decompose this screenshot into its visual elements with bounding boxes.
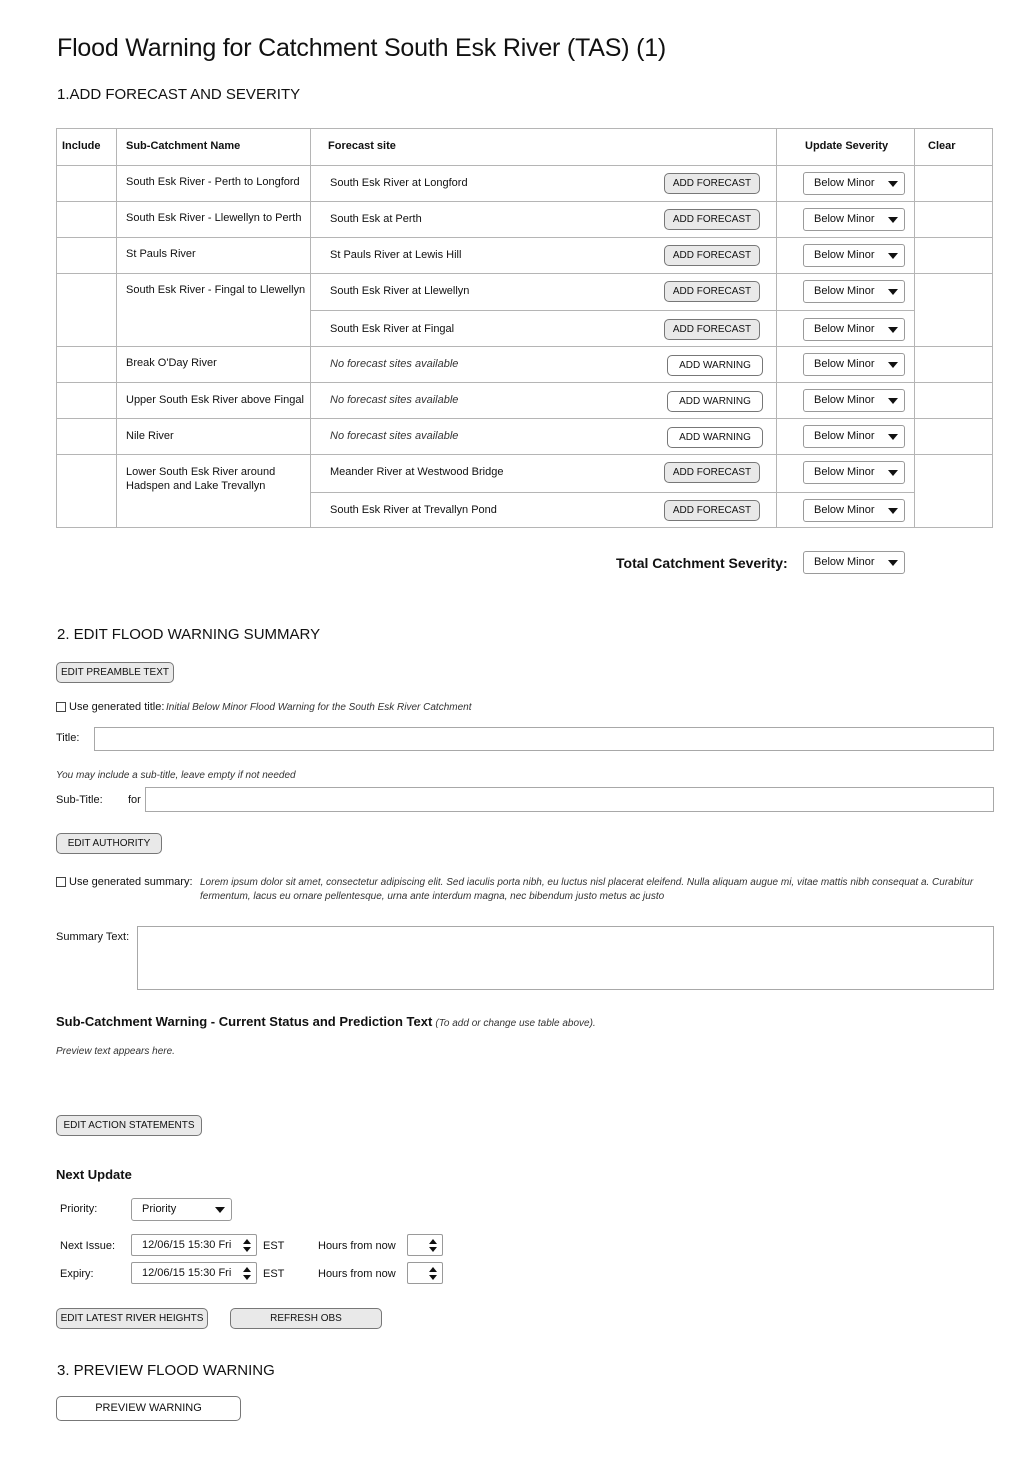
add-warning-button[interactable]: ADD WARNING xyxy=(667,391,763,412)
chevron-down-icon xyxy=(888,362,898,368)
chevron-down-icon xyxy=(888,327,898,333)
sub-catchment-name: Nile River xyxy=(126,430,174,442)
subtitle-hint: You may include a sub-title, leave empty if not needed xyxy=(56,770,296,781)
edit-latest-river-heights-button[interactable]: EDIT LATEST RIVER HEIGHTS xyxy=(56,1308,208,1329)
severity-value: Below Minor xyxy=(814,177,875,189)
spinner-arrows-icon[interactable] xyxy=(429,1239,437,1252)
forecast-severity-table xyxy=(56,128,993,528)
severity-select[interactable] xyxy=(803,425,905,448)
preview-warning-button[interactable]: PREVIEW WARNING xyxy=(56,1396,241,1421)
section-3-heading: 3. PREVIEW FLOOD WARNING xyxy=(57,1362,275,1379)
add-forecast-button[interactable]: ADD FORECAST xyxy=(664,500,760,521)
chevron-down-icon xyxy=(888,181,898,187)
use-generated-title-label: Use generated title: xyxy=(69,701,165,713)
expiry-hours-label: Hours from now xyxy=(318,1268,396,1280)
severity-value: Below Minor xyxy=(814,285,875,297)
severity-value: Below Minor xyxy=(814,249,875,261)
forecast-site-name: South Esk at Perth xyxy=(330,213,422,225)
subcatchment-warning-heading-row xyxy=(56,1014,596,1029)
expiry-hours-spinner[interactable] xyxy=(407,1262,443,1284)
generated-summary-text: Lorem ipsum dolor sit amet, consectetur adipiscing elit. Sed iaculis porta nibh, eu luctus nisl placerat eleifend. Nulla aliquam augue mi, vitae mattis nibh consequat a. Curabitur fermentum, lacus eu ornare pellentesque, urna ante interdum magna, nec bibendum justo metus ac justo xyxy=(200,877,974,902)
chevron-down-icon xyxy=(888,289,898,295)
header-update-severity: Update Severity xyxy=(805,140,889,152)
summary-text-input[interactable] xyxy=(137,926,994,990)
forecast-site-name: Meander River at Westwood Bridge xyxy=(330,466,504,478)
add-warning-button[interactable]: ADD WARNING xyxy=(667,355,763,376)
section-2-heading: 2. EDIT FLOOD WARNING SUMMARY xyxy=(57,626,321,643)
severity-value: Below Minor xyxy=(814,504,875,516)
chevron-down-icon xyxy=(888,470,898,476)
next-issue-timezone: EST xyxy=(263,1240,285,1252)
summary-text-label: Summary Text: xyxy=(56,931,130,943)
forecast-site-name: South Esk River at Llewellyn xyxy=(330,285,470,297)
use-generated-title-checkbox[interactable] xyxy=(56,702,66,712)
add-forecast-button[interactable]: ADD FORECAST xyxy=(664,319,760,340)
chevron-down-icon xyxy=(888,398,898,404)
sub-catchment-name: Break O'Day River xyxy=(126,357,217,369)
chevron-down-icon xyxy=(215,1207,225,1213)
header-clear: Clear xyxy=(928,140,956,152)
header-forecast-site: Forecast site xyxy=(328,140,396,152)
sub-catchment-name: South Esk River - Perth to Longford xyxy=(126,176,300,188)
priority-select[interactable] xyxy=(131,1198,232,1221)
total-severity-select[interactable] xyxy=(803,551,905,574)
header-include: Include xyxy=(62,140,101,152)
severity-value: Below Minor xyxy=(814,394,875,406)
severity-select[interactable] xyxy=(803,208,905,231)
severity-select[interactable] xyxy=(803,244,905,267)
subcatchment-warning-note: (To add or change use table above). xyxy=(435,1018,596,1029)
forecast-site-name: South Esk River at Longford xyxy=(330,177,468,189)
add-forecast-button[interactable]: ADD FORECAST xyxy=(664,281,760,302)
severity-select[interactable] xyxy=(803,389,905,412)
add-forecast-button[interactable]: ADD FORECAST xyxy=(664,462,760,483)
next-issue-label: Next Issue: xyxy=(60,1240,116,1252)
sub-catchment-name-line-1: Lower South Esk River around xyxy=(126,466,276,478)
spinner-arrows-icon[interactable] xyxy=(243,1267,251,1280)
refresh-obs-button[interactable]: REFRESH OBS xyxy=(230,1308,382,1329)
expiry-datetime-spinner[interactable] xyxy=(131,1262,257,1284)
severity-select[interactable] xyxy=(803,172,905,195)
add-warning-button[interactable]: ADD WARNING xyxy=(667,427,763,448)
severity-select[interactable] xyxy=(803,318,905,341)
subtitle-prefix: for xyxy=(128,794,141,806)
section-1-heading: 1.ADD FORECAST AND SEVERITY xyxy=(57,86,301,103)
add-forecast-button[interactable]: ADD FORECAST xyxy=(664,209,760,230)
severity-value: Below Minor xyxy=(814,466,875,478)
add-forecast-button[interactable]: ADD FORECAST xyxy=(664,245,760,266)
total-severity-value: Below Minor xyxy=(814,556,875,568)
severity-select[interactable] xyxy=(803,280,905,303)
expiry-value: 12/06/15 15:30 Fri xyxy=(142,1267,232,1279)
no-forecast-sites-text: No forecast sites available xyxy=(330,430,459,442)
chevron-down-icon xyxy=(888,217,898,223)
preview-text: Preview text appears here. xyxy=(56,1046,175,1057)
expiry-timezone: EST xyxy=(263,1268,285,1280)
sub-catchment-name: Upper South Esk River above Fingal xyxy=(126,394,304,406)
generated-title-text: Initial Below Minor Flood Warning for the South Esk River Catchment xyxy=(166,702,472,713)
spinner-arrows-icon[interactable] xyxy=(243,1239,251,1252)
priority-value: Priority xyxy=(142,1203,177,1215)
subtitle-label: Sub-Title: xyxy=(56,794,103,806)
spinner-arrows-icon[interactable] xyxy=(429,1267,437,1280)
severity-select[interactable] xyxy=(803,461,905,484)
forecast-site-name: South Esk River at Trevallyn Pond xyxy=(330,504,497,516)
severity-select[interactable] xyxy=(803,499,905,522)
sub-catchment-name-line-2: Hadspen and Lake Trevallyn xyxy=(126,480,266,492)
subcatchment-warning-heading: Sub-Catchment Warning - Current Status and Prediction Text xyxy=(56,1014,433,1029)
page-title: Flood Warning for Catchment South Esk River (TAS) (1) xyxy=(57,34,667,62)
next-update-heading: Next Update xyxy=(56,1167,132,1182)
title-input[interactable] xyxy=(94,727,994,751)
sub-catchment-name: St Pauls River xyxy=(126,248,196,260)
next-issue-datetime-spinner[interactable] xyxy=(131,1234,257,1256)
next-issue-hours-label: Hours from now xyxy=(318,1240,396,1252)
sub-catchment-name: South Esk River - Fingal to Llewellyn xyxy=(126,284,306,296)
next-issue-value: 12/06/15 15:30 Fri xyxy=(142,1239,232,1251)
severity-select[interactable] xyxy=(803,353,905,376)
next-issue-hours-spinner[interactable] xyxy=(407,1234,443,1256)
chevron-down-icon xyxy=(888,508,898,514)
no-forecast-sites-text: No forecast sites available xyxy=(330,358,459,370)
subtitle-input[interactable] xyxy=(145,787,994,812)
edit-authority-button[interactable]: EDIT AUTHORITY xyxy=(56,833,162,854)
chevron-down-icon xyxy=(888,253,898,259)
header-sub-catchment-name: Sub-Catchment Name xyxy=(126,140,241,152)
priority-label: Priority: xyxy=(60,1203,98,1215)
sub-catchment-name: South Esk River - Llewellyn to Perth xyxy=(126,212,302,224)
severity-value: Below Minor xyxy=(814,323,875,335)
forecast-site-name: South Esk River at Fingal xyxy=(330,323,455,335)
severity-value: Below Minor xyxy=(814,213,875,225)
total-catchment-severity-label: Total Catchment Severity: xyxy=(616,555,788,571)
severity-value: Below Minor xyxy=(814,430,875,442)
title-label: Title: xyxy=(56,732,80,744)
use-generated-summary-checkbox[interactable] xyxy=(56,877,66,887)
chevron-down-icon xyxy=(888,560,898,566)
no-forecast-sites-text: No forecast sites available xyxy=(330,394,459,406)
expiry-label: Expiry: xyxy=(60,1268,94,1280)
severity-value: Below Minor xyxy=(814,358,875,370)
edit-action-statements-button[interactable]: EDIT ACTION STATEMENTS xyxy=(56,1115,202,1136)
forecast-site-name: St Pauls River at Lewis Hill xyxy=(330,249,462,261)
use-generated-summary-label: Use generated summary: xyxy=(69,876,193,888)
edit-preamble-text-button[interactable]: EDIT PREAMBLE TEXT xyxy=(56,662,174,683)
chevron-down-icon xyxy=(888,434,898,440)
add-forecast-button[interactable]: ADD FORECAST xyxy=(664,173,760,194)
